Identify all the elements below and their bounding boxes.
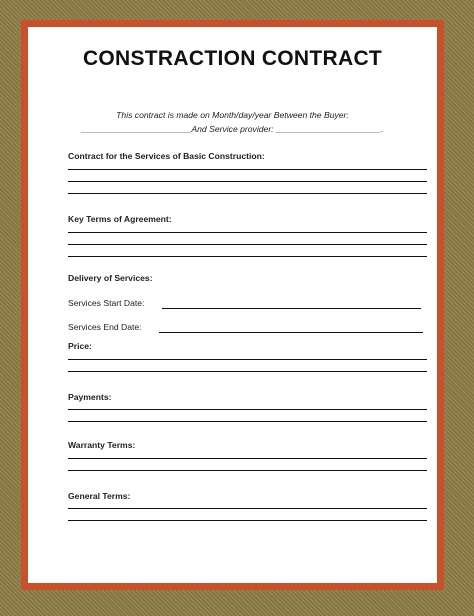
price-line-2[interactable] — [68, 371, 427, 372]
general-terms-line-2[interactable] — [68, 520, 427, 521]
start-date-label: Services Start Date: — [68, 298, 145, 308]
price-line-1[interactable] — [68, 359, 427, 360]
end-date-field[interactable] — [159, 332, 423, 333]
key-terms-line-1[interactable] — [68, 232, 427, 233]
general-terms-label: General Terms: — [68, 491, 131, 501]
price-label: Price: — [68, 341, 92, 351]
key-terms-line-3[interactable] — [68, 256, 427, 257]
key-terms-line-2[interactable] — [68, 244, 427, 245]
contract-intro — [28, 108, 437, 136]
basic-construction-label: Contract for the Services of Basic Construction: — [68, 151, 265, 161]
warranty-line-1[interactable] — [68, 458, 427, 459]
warranty-line-2[interactable] — [68, 470, 427, 471]
end-date-label: Services End Date: — [68, 322, 142, 332]
basic-construction-line-2[interactable] — [68, 181, 427, 182]
intro-line-1: This contract is made on Month/day/year Between the Buyer: — [116, 110, 349, 120]
payments-line-1[interactable] — [68, 409, 427, 410]
start-date-field[interactable] — [162, 308, 421, 309]
intro-line-2: _______________________And Service provider: ______________________. — [81, 124, 384, 134]
warranty-label: Warranty Terms: — [68, 440, 136, 450]
basic-construction-line-1[interactable] — [68, 169, 427, 170]
basic-construction-line-3[interactable] — [68, 193, 427, 194]
payments-line-2[interactable] — [68, 421, 427, 422]
contract-title: CONSTRACTION CONTRACT — [82, 47, 383, 70]
delivery-label: Delivery of Services: — [68, 273, 153, 283]
payments-label: Payments: — [68, 392, 112, 402]
general-terms-line-1[interactable] — [68, 508, 427, 509]
key-terms-label: Key Terms of Agreement: — [68, 214, 172, 224]
contract-page — [28, 27, 437, 583]
document-border — [21, 20, 444, 590]
